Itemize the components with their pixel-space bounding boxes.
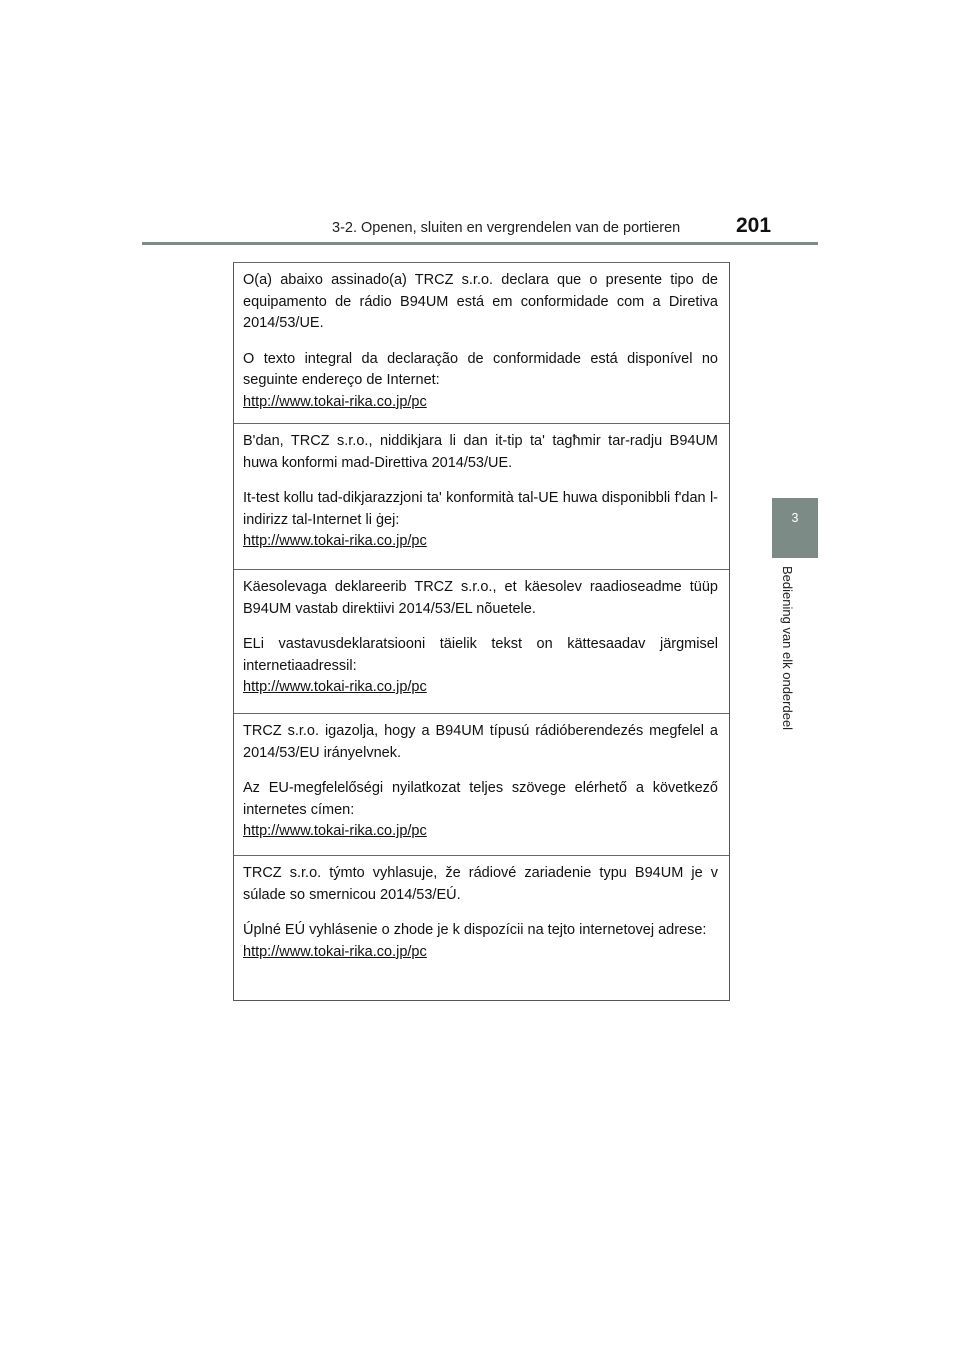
declaration-section-portuguese xyxy=(234,262,729,423)
declaration-url-link[interactable]: http://www.tokai-rika.co.jp/pc xyxy=(243,393,427,410)
availability-text: ELi vastavusdeklaratsiooni täielik tekst on kättesaadav järgmisel internetiaadressil: xyxy=(243,636,718,674)
availability-text: O texto integral da declaração de conformidade está disponível no seguinte endereço de Internet: xyxy=(243,350,718,388)
availability-text: Az EU-megfelelőségi nyilatkozat teljes szövege elérhető a következő internetes címen: xyxy=(243,780,718,818)
declaration-section-estonian xyxy=(234,569,729,713)
declaration-section-hungarian xyxy=(234,713,729,855)
header-divider xyxy=(142,242,818,245)
declaration-text: B'dan, TRCZ s.r.o., niddikjara li dan it-tip ta' tagħmir tar-radju B94UM huwa konformi mad-Direttiva 2014/53/UE. xyxy=(243,433,718,471)
declaration-text: O(a) abaixo assinado(a) TRCZ s.r.o. declara que o presente tipo de equipamento de rádio B94UM está em conformidade com a Diretiva 2014/53/UE. xyxy=(243,272,718,331)
chapter-tab: 3 xyxy=(772,498,818,558)
declaration-section-maltese xyxy=(234,423,729,569)
declaration-url-link[interactable]: http://www.tokai-rika.co.jp/pc xyxy=(243,823,427,839)
chapter-side-label: Bediening van elk onderdeel xyxy=(780,566,795,731)
declaration-section-slovak xyxy=(234,855,729,1000)
declaration-table xyxy=(233,262,730,1001)
declaration-text: Käesolevaga deklareerib TRCZ s.r.o., et käesolev raadioseadme tüüp B94UM vastab direktiivi 2014/53/EL nõuetele. xyxy=(243,579,718,617)
availability-text: Úplné EÚ vyhlásenie o zhode je k dispozícii na tejto internetovej adrese: xyxy=(243,922,707,938)
declaration-url-link[interactable]: http://www.tokai-rika.co.jp/pc xyxy=(243,943,427,960)
declaration-url-link[interactable]: http://www.tokai-rika.co.jp/pc xyxy=(243,533,427,549)
declaration-text: TRCZ s.r.o. igazolja, hogy a B94UM típusú rádióberendezés megfelel a 2014/53/EU irányelvnek. xyxy=(243,723,718,761)
declaration-url-link[interactable]: http://www.tokai-rika.co.jp/pc xyxy=(243,679,427,695)
page-number: 201 xyxy=(736,214,772,237)
declaration-text: TRCZ s.r.o. týmto vyhlasuje, že rádiové zariadenie typu B94UM je v súlade so smernicou 2014/53/EÚ. xyxy=(243,865,718,903)
page-header-title: 3-2. Openen, sluiten en vergrendelen van de portieren xyxy=(332,220,681,236)
availability-text: It-test kollu tad-dikjarazzjoni ta' konformità tal-UE huwa disponibbli f'dan l-indirizz tal-Internet li ġej: xyxy=(243,490,718,528)
